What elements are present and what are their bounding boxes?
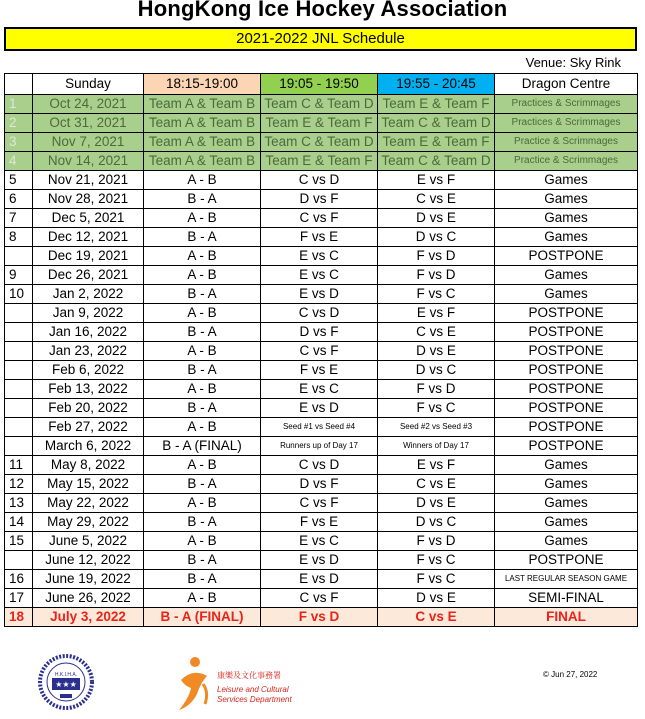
table-row [5,133,638,152]
row-number-cell [5,380,33,399]
slot-1-cell: B - A [144,570,261,589]
status-cell: Games [495,171,638,190]
date-cell: May 8, 2022 [33,456,144,475]
slot-1-cell: B - A (FINAL) [144,608,261,627]
date-cell: Feb 13, 2022 [33,380,144,399]
row-number-cell: 3 [5,133,33,152]
table-row [5,608,638,627]
slot-3-cell: E vs F [378,171,495,190]
slot-1-cell: A - B [144,380,261,399]
slot-3-cell: C vs E [378,323,495,342]
table-row [5,399,638,418]
table-row [5,475,638,494]
status-cell: LAST REGULAR SEASON GAME [495,570,638,589]
row-number-cell: 17 [5,589,33,608]
table-row [5,380,638,399]
row-number-cell: 10 [5,285,33,304]
slot-3-cell: D vs E [378,494,495,513]
footnote-date: © Jun 27, 2022 [543,670,598,679]
slot-2-cell: E vs D [261,551,378,570]
slot-2-cell: Team C & Team D [261,133,378,152]
slot-3-cell: F vs D [378,266,495,285]
slot-2-cell: E vs C [261,532,378,551]
table-row [5,171,638,190]
slot-3-cell: C vs E [378,475,495,494]
svg-text:★★★: ★★★ [55,680,77,689]
table-row [5,551,638,570]
row-number-cell: 12 [5,475,33,494]
table-row [5,456,638,475]
date-cell: March 6, 2022 [33,437,144,456]
row-number-cell: 9 [5,266,33,285]
status-cell: POSTPONE [495,342,638,361]
status-cell: Practices & Scrimmages [495,95,638,114]
slot-3-cell: Winners of Day 17 [378,437,495,456]
page-title: HongKong Ice Hockey Association [137,0,508,21]
table-row [5,589,638,608]
slot-2-cell: C vs F [261,342,378,361]
date-cell: Nov 28, 2021 [33,190,144,209]
date-cell: Feb 6, 2022 [33,361,144,380]
status-cell: POSTPONE [495,247,638,266]
slot-1-cell: B - A [144,475,261,494]
table-row [5,304,638,323]
slot-1-cell: Team A & Team B [144,114,261,133]
slot-1-cell: A - B [144,589,261,608]
table-row [5,266,638,285]
slot-3-cell: Team E & Team F [378,95,495,114]
date-cell: May 29, 2022 [33,513,144,532]
slot-2-cell: F vs D [261,608,378,627]
slot-2-cell: Team E & Team F [261,114,378,133]
status-cell: Games [495,475,638,494]
slot-2-cell: E vs C [261,380,378,399]
slot-2-cell: Team C & Team D [261,95,378,114]
status-cell: Games [495,513,638,532]
slot-2-cell: C vs F [261,589,378,608]
slot-1-cell: B - A [144,361,261,380]
slot-1-cell: B - A [144,513,261,532]
table-row [5,209,638,228]
row-number-cell: 18 [5,608,33,627]
header-slot-1-cell: 18:15-19:00 [144,74,261,95]
row-number-cell [5,418,33,437]
slot-1-cell: B - A (FINAL) [144,437,261,456]
schedule-table [4,73,638,627]
row-number-cell [5,551,33,570]
table-header-row [5,74,638,95]
slot-3-cell: Team C & Team D [378,152,495,171]
date-cell: Jan 23, 2022 [33,342,144,361]
slot-1-cell: A - B [144,209,261,228]
row-number-cell: 16 [5,570,33,589]
slot-2-cell: C vs D [261,304,378,323]
slot-2-cell: F vs E [261,513,378,532]
slot-3-cell: F vs C [378,285,495,304]
row-number-cell: 4 [5,152,33,171]
status-cell: FINAL [495,608,638,627]
slot-1-cell: Team A & Team B [144,152,261,171]
row-number-cell: 14 [5,513,33,532]
slot-3-cell: D vs E [378,342,495,361]
table-row [5,513,638,532]
slot-3-cell: F vs D [378,532,495,551]
table-row [5,323,638,342]
hkiha-logo-text: H.K.I.H.A. [54,672,78,678]
row-number-cell [5,323,33,342]
status-cell: Games [495,285,638,304]
row-number-cell: 8 [5,228,33,247]
row-number-cell [5,304,33,323]
slot-3-cell: F vs C [378,551,495,570]
status-cell: POSTPONE [495,399,638,418]
date-cell: Oct 31, 2021 [33,114,144,133]
row-number-cell [5,247,33,266]
slot-2-cell: F vs E [261,361,378,380]
row-number-cell: 15 [5,532,33,551]
slot-2-cell: C vs D [261,456,378,475]
status-cell: Games [495,494,638,513]
slot-2-cell: E vs D [261,285,378,304]
row-number-cell [5,399,33,418]
table-row [5,342,638,361]
table-row [5,532,638,551]
status-cell: POSTPONE [495,551,638,570]
slot-1-cell: A - B [144,304,261,323]
slot-1-cell: A - B [144,418,261,437]
row-number-cell [5,437,33,456]
slot-2-cell: D vs F [261,190,378,209]
slot-2-cell: Runners up of Day 17 [261,437,378,456]
slot-3-cell: D vs C [378,513,495,532]
slot-3-cell: Seed #2 vs Seed #3 [378,418,495,437]
table-row [5,570,638,589]
table-row [5,418,638,437]
row-number-cell: 5 [5,171,33,190]
slot-1-cell: B - A [144,228,261,247]
slot-1-cell: Team A & Team B [144,133,261,152]
table-row [5,228,638,247]
slot-3-cell: F vs C [378,399,495,418]
status-cell: Games [495,228,638,247]
lcsd-english-line-1: Leisure and Cultural [217,685,289,694]
date-cell: Dec 26, 2021 [33,266,144,285]
date-cell: June 19, 2022 [33,570,144,589]
lcsd-english-line-2: Services Department [217,695,292,704]
status-cell: POSTPONE [495,418,638,437]
slot-3-cell: Team C & Team D [378,114,495,133]
date-cell: June 12, 2022 [33,551,144,570]
date-cell: Dec 5, 2021 [33,209,144,228]
slot-1-cell: B - A [144,323,261,342]
date-cell: Nov 14, 2021 [33,152,144,171]
slot-2-cell: C vs F [261,209,378,228]
row-number-cell: 1 [5,95,33,114]
date-cell: June 5, 2022 [33,532,144,551]
slot-2-cell: D vs F [261,323,378,342]
slot-3-cell: F vs D [378,380,495,399]
slot-3-cell: D vs C [378,361,495,380]
row-number-cell [5,342,33,361]
slot-2-cell: C vs F [261,494,378,513]
status-cell: Games [495,190,638,209]
date-cell: Jan 9, 2022 [33,304,144,323]
status-cell: SEMI-FINAL [495,589,638,608]
row-number-cell: 13 [5,494,33,513]
status-cell: POSTPONE [495,323,638,342]
row-number-cell: 11 [5,456,33,475]
status-cell: Practice & Scrimmages [495,133,638,152]
slot-3-cell: C vs E [378,608,495,627]
slot-3-cell: F vs D [378,247,495,266]
slot-3-cell: E vs F [378,456,495,475]
slot-2-cell: D vs F [261,475,378,494]
row-number-cell: 2 [5,114,33,133]
slot-1-cell: A - B [144,494,261,513]
status-cell: Practices & Scrimmages [495,114,638,133]
slot-1-cell: A - B [144,456,261,475]
slot-1-cell: B - A [144,399,261,418]
table-row [5,285,638,304]
slot-1-cell: A - B [144,266,261,285]
slot-2-cell: Team E & Team F [261,152,378,171]
status-cell: Games [495,532,638,551]
status-cell: Practice & Scrimmages [495,152,638,171]
slot-1-cell: Team A & Team B [144,95,261,114]
status-cell: POSTPONE [495,304,638,323]
status-cell: POSTPONE [495,361,638,380]
status-cell: Games [495,209,638,228]
slot-3-cell: E vs F [378,304,495,323]
date-cell: Dec 12, 2021 [33,228,144,247]
header-slot-3-cell: 19:55 - 20:45 [378,74,495,95]
slot-1-cell: B - A [144,551,261,570]
slot-3-cell: D vs C [378,228,495,247]
status-cell: Games [495,266,638,285]
date-cell: July 3, 2022 [33,608,144,627]
slot-2-cell: E vs D [261,570,378,589]
table-row [5,95,638,114]
slot-1-cell: B - A [144,285,261,304]
slot-2-cell: F vs E [261,228,378,247]
header-number-cell [5,74,33,95]
header-sunday-cell: Sunday [33,74,144,95]
table-row [5,152,638,171]
date-cell: Oct 24, 2021 [33,95,144,114]
slot-3-cell: F vs C [378,570,495,589]
table-row [5,361,638,380]
table-row [5,437,638,456]
slot-2-cell: E vs C [261,266,378,285]
table-row [5,247,638,266]
date-cell: Nov 7, 2021 [33,133,144,152]
row-number-cell: 7 [5,209,33,228]
venue-label: Venue: Sky Rink [525,55,621,70]
date-cell: Feb 27, 2022 [33,418,144,437]
schedule-subtitle: 2021-2022 JNL Schedule [4,27,637,51]
row-number-cell [5,361,33,380]
date-cell: Feb 20, 2022 [33,399,144,418]
slot-2-cell: E vs C [261,247,378,266]
status-cell: Games [495,456,638,475]
lcsd-logo [173,654,292,714]
header-slot-2-cell: 19:05 - 19:50 [261,74,378,95]
slot-1-cell: A - B [144,247,261,266]
row-number-cell: 6 [5,190,33,209]
table-row [5,190,638,209]
slot-3-cell: C vs E [378,190,495,209]
date-cell: May 15, 2022 [33,475,144,494]
slot-2-cell: E vs D [261,399,378,418]
slot-1-cell: A - B [144,171,261,190]
slot-1-cell: A - B [144,342,261,361]
hkiha-logo [38,654,94,710]
date-cell: Nov 21, 2021 [33,171,144,190]
date-cell: Jan 2, 2022 [33,285,144,304]
status-cell: POSTPONE [495,380,638,399]
date-cell: June 26, 2022 [33,589,144,608]
slot-1-cell: A - B [144,532,261,551]
date-cell: Jan 16, 2022 [33,323,144,342]
slot-3-cell: D vs E [378,589,495,608]
lcsd-chinese-name: 康樂及文化事務署 [217,671,281,680]
table-row [5,114,638,133]
slot-2-cell: C vs D [261,171,378,190]
date-cell: Dec 19, 2021 [33,247,144,266]
slot-1-cell: B - A [144,190,261,209]
date-cell: May 22, 2022 [33,494,144,513]
status-cell: POSTPONE [495,437,638,456]
header-venue-cell: Dragon Centre [495,74,638,95]
slot-3-cell: Team E & Team F [378,133,495,152]
table-row [5,494,638,513]
slot-2-cell: Seed #1 vs Seed #4 [261,418,378,437]
slot-3-cell: D vs E [378,209,495,228]
